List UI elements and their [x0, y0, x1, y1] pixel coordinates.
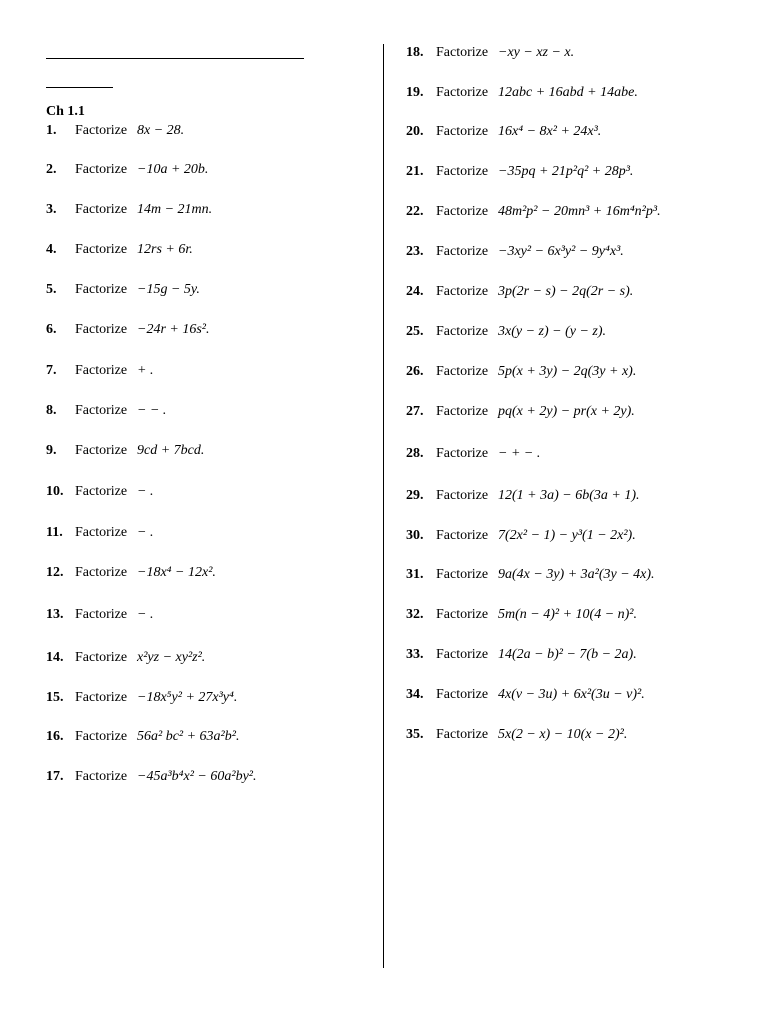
problem-number: 30. [406, 528, 424, 543]
problem-expression: pq(x + 2y) − pr(x + 2y). [498, 404, 635, 419]
problem-expression: −xy − xz − x. [498, 45, 575, 60]
problem-prompt: Factorize [436, 488, 489, 503]
problem-expression: 8x − 28. [137, 123, 185, 138]
left-column [46, 0, 376, 1024]
problem-prompt: Factorize [75, 565, 128, 580]
problem-number: 20. [406, 124, 424, 139]
problem-number: 12. [46, 565, 64, 580]
problem-prompt: Factorize [75, 162, 128, 177]
problem-number: 34. [406, 687, 424, 702]
problem-prompt: Factorize [75, 525, 128, 540]
problem-prompt: Factorize [75, 363, 128, 378]
problem-prompt: Factorize [75, 322, 128, 337]
problem-number: 11. [46, 525, 63, 540]
problem-expression: 16x⁴ − 8x² + 24x³. [498, 124, 602, 139]
problem-expression: − . [137, 607, 154, 622]
problem-expression: 48m²p² − 20mn³ + 16m⁴n²p³. [498, 204, 661, 219]
problem-prompt: Factorize [436, 567, 489, 582]
problem-prompt: Factorize [436, 727, 489, 742]
problem-prompt: Factorize [75, 242, 128, 257]
problem-expression: −10a + 20b. [137, 162, 209, 177]
problem-prompt: Factorize [436, 446, 489, 461]
problem-expression: 3x(y − z) − (y − z). [498, 324, 607, 339]
problem-number: 9. [46, 443, 57, 458]
problem-number: 35. [406, 727, 424, 742]
problem-expression: 5x(2 − x) − 10(x − 2)². [498, 727, 628, 742]
problem-expression: 9a(4x − 3y) + 3a²(3y − 4x). [498, 567, 655, 582]
problem-expression: − . [137, 484, 154, 499]
problem-number: 27. [406, 404, 424, 419]
problem-expression: x²yz − xy²z². [137, 650, 206, 665]
problem-number: 18. [406, 45, 424, 60]
problem-expression: 14(2a − b)² − 7(b − 2a). [498, 647, 637, 662]
problem-prompt: Factorize [436, 687, 489, 702]
problem-prompt: Factorize [75, 650, 128, 665]
problem-prompt: Factorize [75, 769, 128, 784]
problem-number: 28. [406, 446, 424, 461]
problem-prompt: Factorize [436, 324, 489, 339]
problem-number: 15. [46, 690, 64, 705]
problem-number: 25. [406, 324, 424, 339]
problem-expression: −15g − 5y. [137, 282, 200, 297]
problem-prompt: Factorize [75, 282, 128, 297]
problem-number: 22. [406, 204, 424, 219]
problem-expression: 5p(x + 3y) − 2q(3y + x). [498, 364, 637, 379]
problem-number: 6. [46, 322, 57, 337]
problem-number: 1. [46, 123, 57, 138]
problem-number: 31. [406, 567, 424, 582]
problem-expression: 14m − 21mn. [137, 202, 213, 217]
problem-expression: 12abc + 16abd + 14abe. [498, 85, 638, 100]
problem-number: 26. [406, 364, 424, 379]
problem-number: 24. [406, 284, 424, 299]
problem-expression: −18x⁴ − 12x². [137, 565, 216, 580]
problem-expression: 9cd + 7bcd. [137, 443, 205, 458]
problem-expression: −3xy² − 6x³y² − 9y⁴x³. [498, 244, 624, 259]
problem-expression: − . [137, 525, 154, 540]
problem-expression: + . [137, 363, 154, 378]
problem-number: 19. [406, 85, 424, 100]
problem-expression: 3p(2r − s) − 2q(2r − s). [498, 284, 634, 299]
problem-number: 33. [406, 647, 424, 662]
problem-prompt: Factorize [436, 124, 489, 139]
problem-prompt: Factorize [436, 85, 489, 100]
problem-number: 7. [46, 363, 57, 378]
problem-expression: − + − . [498, 446, 541, 461]
problem-expression: 12rs + 6r. [137, 242, 193, 257]
right-column [406, 0, 761, 1024]
problem-prompt: Factorize [436, 607, 489, 622]
problem-prompt: Factorize [75, 123, 128, 138]
problem-prompt: Factorize [436, 204, 489, 219]
problem-prompt: Factorize [436, 647, 489, 662]
problem-expression: 7(2x² − 1) − y³(1 − 2x²). [498, 528, 636, 543]
problem-prompt: Factorize [436, 364, 489, 379]
problem-number: 13. [46, 607, 64, 622]
problem-prompt: Factorize [75, 484, 128, 499]
problem-prompt: Factorize [436, 45, 489, 60]
problem-expression: −35pq + 21p²q² + 28p³. [498, 164, 634, 179]
problem-expression: −45a³b⁴x² − 60a²by². [137, 769, 257, 784]
problem-prompt: Factorize [436, 284, 489, 299]
problem-prompt: Factorize [436, 244, 489, 259]
problem-prompt: Factorize [436, 528, 489, 543]
problem-expression: 56a² bc² + 63a²b². [137, 729, 240, 744]
problem-expression: − − . [137, 403, 167, 418]
problem-number: 10. [46, 484, 64, 499]
problem-prompt: Factorize [75, 403, 128, 418]
problem-number: 16. [46, 729, 64, 744]
problem-prompt: Factorize [75, 202, 128, 217]
problem-expression: −24r + 16s². [137, 322, 210, 337]
problem-number: 29. [406, 488, 424, 503]
problem-expression: 4x(v − 3u) + 6x²(3u − v)². [498, 687, 645, 702]
problem-prompt: Factorize [436, 164, 489, 179]
chapter-heading: Ch 1.1 [46, 104, 85, 119]
problem-prompt: Factorize [75, 443, 128, 458]
problem-number: 3. [46, 202, 57, 217]
problem-number: 5. [46, 282, 57, 297]
problem-number: 2. [46, 162, 57, 177]
problem-number: 14. [46, 650, 64, 665]
problem-number: 21. [406, 164, 424, 179]
problem-prompt: Factorize [75, 729, 128, 744]
problem-number: 4. [46, 242, 57, 257]
problem-prompt: Factorize [436, 404, 489, 419]
problem-expression: 5m(n − 4)² + 10(4 − n)². [498, 607, 637, 622]
column-divider [383, 44, 384, 968]
problem-prompt: Factorize [75, 607, 128, 622]
problem-number: 8. [46, 403, 57, 418]
problem-expression: 12(1 + 3a) − 6b(3a + 1). [498, 488, 640, 503]
problem-number: 17. [46, 769, 64, 784]
problem-number: 23. [406, 244, 424, 259]
problem-number: 32. [406, 607, 424, 622]
problem-prompt: Factorize [75, 690, 128, 705]
problem-expression: −18x⁵y² + 27x³y⁴. [137, 690, 238, 705]
